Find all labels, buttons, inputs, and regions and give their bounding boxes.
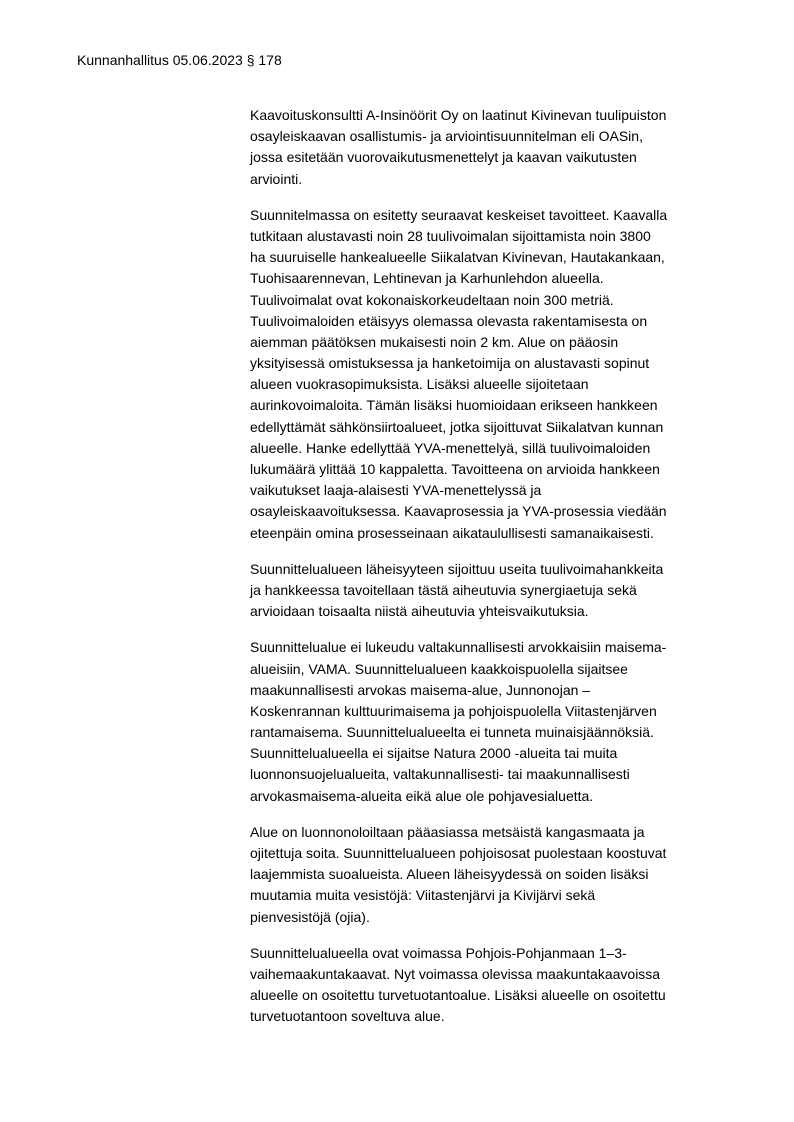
text-line: edellyttämät sähkönsiirtoalueet, jotka sijoittuvat Siikalatvan kunnan <box>250 418 664 435</box>
text-line: Koskenrannan kulttuurimaisema ja pohjoispuolella Viitastenjärven <box>250 702 657 719</box>
text-line: aiemman päätöksen mukaisesti noin 2 km. Alue on pääosin <box>250 333 619 350</box>
text-line: Suunnittelualueen läheisyyteen sijoittuu useita tuulivoimahankkeita <box>250 560 664 577</box>
text-line: lukumäärä ylittää 10 kappaletta. Tavoitteena on arvioida hankkeen <box>250 461 660 477</box>
text-line: laajemmista suoalueista. Alueen läheisyydessä on soiden lisäksi <box>250 866 649 883</box>
paragraph-oas-intro <box>250 105 740 190</box>
text-line: tutkitaan alustavasti noin 28 tuulivoimalan sijoittamista noin 3800 <box>250 227 651 244</box>
text-line: pienvesistöjä (ojia). <box>250 908 370 925</box>
paragraph-nearby-projects <box>250 559 740 623</box>
text-line: muutamia muita vesistöjä: Viitastenjärvi ja Kivijärvi sekä <box>250 887 596 904</box>
text-line: maakunnallisesti arvokas maisema-alue, Junnonojan – <box>250 681 591 698</box>
text-line: Tuohisaarennevan, Lehtinevan ja Karhunlehdon alueella. <box>250 270 604 287</box>
paragraph-landscape <box>250 637 740 807</box>
text-line: Kaavoituskonsultti A-Insinöörit Oy on laatinut Kivinevan tuulipuiston <box>250 107 667 123</box>
paragraph-objectives <box>250 205 740 544</box>
text-line: rantamaisema. Suunnittelualueelta ei tunneta muinaisjäännöksiä. <box>250 724 654 741</box>
text-line: Tuulivoimaloiden etäisyys olemassa olevasta rakentamisesta on <box>250 312 648 329</box>
text-line: osayleiskaavan osallistumis- ja arviointisuunnitelman eli OASin, <box>250 128 643 145</box>
text-line: Suunnittelualueella ei sijaitse Natura 2000 -alueita tai muita <box>250 745 618 762</box>
text-line: aurinkovoimaloita. Tämän lisäksi huomioidaan erikseen hankkeen <box>250 397 658 414</box>
text-line: jossa esitetään vuorovaikutusmenettelyt ja kaavan vaikutusten <box>250 149 637 166</box>
text-line: ha suuruiselle hankealueelle Siikalatvan Kivinevan, Hautakankaan, <box>250 249 665 266</box>
text-line: Suunnittelualue ei lukeudu valtakunnallisesti arvokkaisiin maisema- <box>250 639 667 656</box>
paragraph-regional-plans <box>250 943 740 1028</box>
text-line: arvokasmaisema-alueita eikä alue ole pohjavesialuetta. <box>250 787 594 804</box>
text-line: arviointi. <box>250 170 303 187</box>
text-line: alueelle on osoitettu turvetuotantoalue. Lisäksi alueelle on osoitettu <box>250 987 666 1004</box>
paragraph-nature <box>250 822 740 928</box>
text-line: Alue on luonnonoloiltaan pääasiassa metsäistä kangasmaata ja <box>250 823 645 840</box>
text-line: turvetuotantoon soveltuva alue. <box>250 1008 445 1025</box>
text-line: vaihemaakuntakaavat. Nyt voimassa olevissa maakuntakaavoissa <box>250 965 661 982</box>
text-line: alueen vuokrasopimuksista. Lisäksi alueelle sijoitetaan <box>250 376 589 393</box>
text-line: yksityisessä omistuksessa ja hanketoimija on alustavasti sopinut <box>250 355 650 372</box>
text-line: arvioidaan toisaalta niistä aiheutuvia yhteisvaikutuksia. <box>250 603 589 620</box>
text-line: ojitettuja soita. Suunnittelualueen pohjoisosat puolestaan koostuvat <box>250 845 667 861</box>
text-line: Tuulivoimalat ovat kokonaiskorkeudeltaan noin 300 metriä. <box>250 291 614 308</box>
text-line: luonnonsuojelualueita, valtakunnallisesti- tai maakunnallisesti <box>250 766 630 783</box>
text-line: alueisiin, VAMA. Suunnittelualueen kaakkoispuolella sijaitsee <box>250 660 628 677</box>
text-line: eteenpäin omina prosesseinaan aikataulullisesti samanaikaisesti. <box>250 524 654 541</box>
page-header: Kunnanhallitus 05.06.2023 § 178 <box>77 52 282 68</box>
text-line: vaikutukset laaja-alaisesti YVA-menettelyssä ja <box>250 482 542 499</box>
text-line: Suunnittelualueella ovat voimassa Pohjois-Pohjanmaan 1–3- <box>250 944 627 961</box>
text-line: ja hankkeessa tavoitellaan tästä aiheutuvia synergiaetuja sekä <box>250 581 637 598</box>
document-body <box>250 105 740 1043</box>
text-line: Suunnitelmassa on esitetty seuraavat keskeiset tavoitteet. Kaavalla <box>250 206 668 223</box>
text-line: alueelle. Hanke edellyttää YVA-menettelyä, sillä tuulivoimaloiden <box>250 439 651 456</box>
text-line: osayleiskaavoituksessa. Kaavaprosessia ja YVA-prosessia viedään <box>250 503 667 520</box>
